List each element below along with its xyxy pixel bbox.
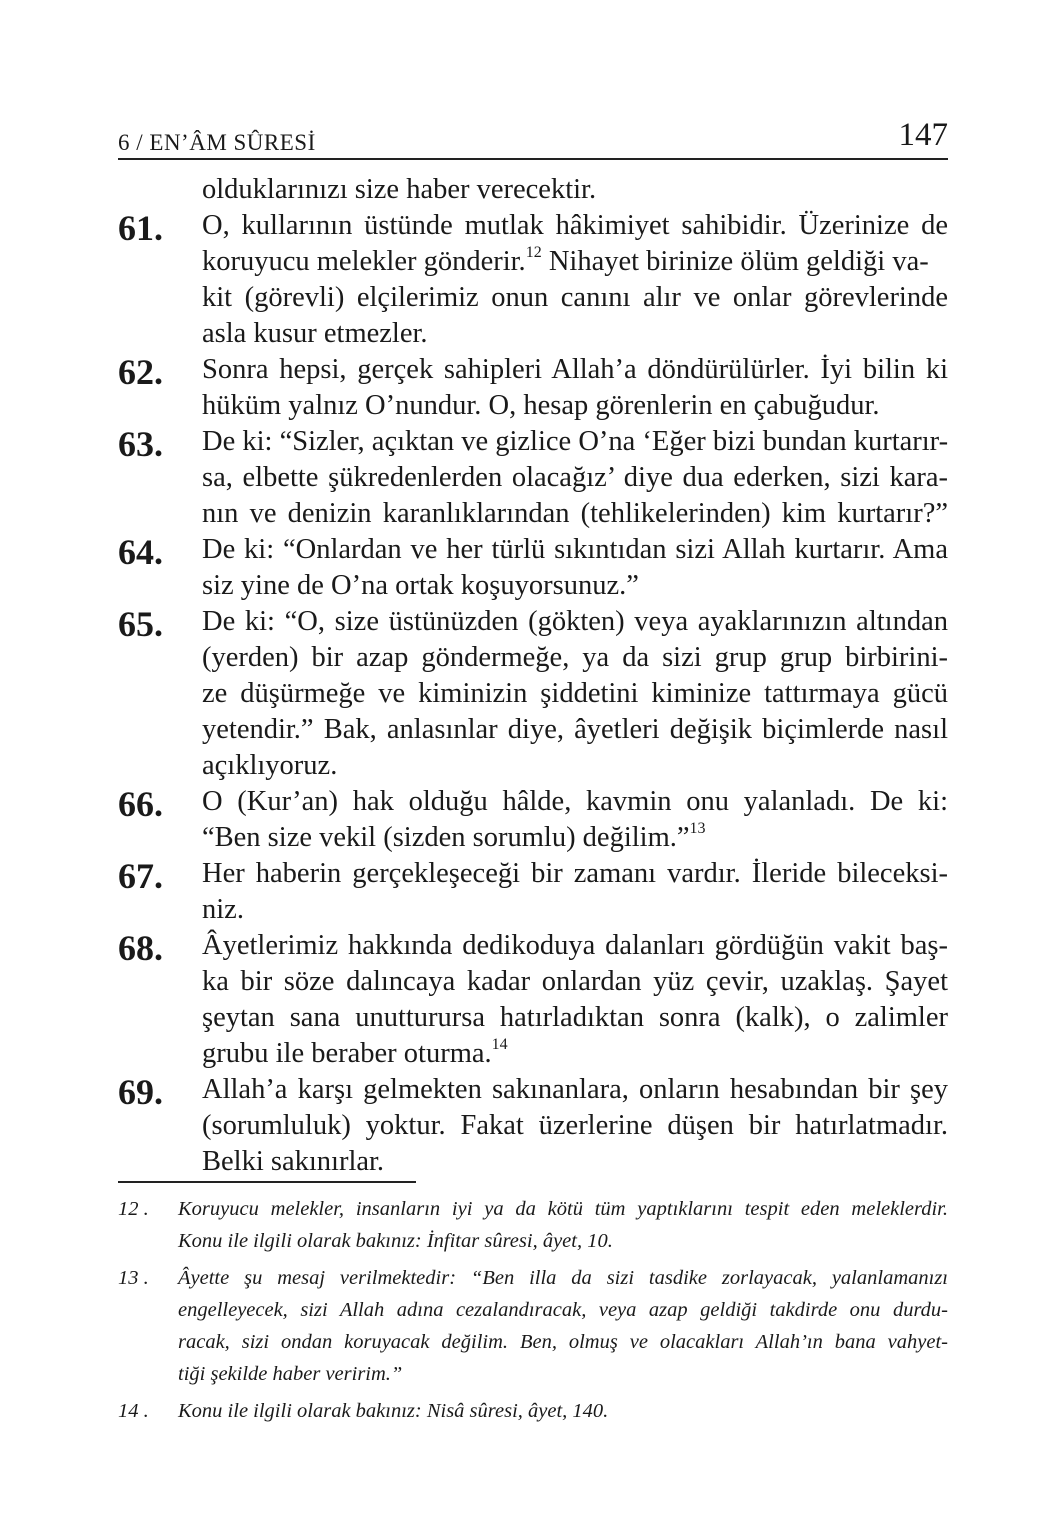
text-line: O (Kur’an) hak olduğu hâlde, kavmin onu yalanladı. De ki: bbox=[202, 786, 948, 817]
footnote-line: Konu ile ilgili olarak bakınız: Nisâ sûresi, âyet, 140. bbox=[178, 1400, 609, 1422]
verse-number: 62. bbox=[118, 352, 163, 392]
verse-68 bbox=[118, 928, 948, 968]
text-line: Âyetlerimiz hakkında dedikoduya dalanları gördüğün vakit baş- bbox=[202, 930, 948, 961]
footnote-ref[interactable]: 13 bbox=[689, 819, 706, 837]
page-header bbox=[118, 108, 948, 160]
text-line: Her haberin gerçekleşeceği bir zamanı vardır. İleride bileceksi- bbox=[202, 858, 948, 889]
text-line: Sonra hepsi, gerçek sahipleri Allah’a döndürülürler. İyi bilin ki bbox=[202, 354, 948, 385]
footnote-separator bbox=[118, 1181, 416, 1183]
text-line: (yerden) bir azap göndermeğe, ya da sizi grup grup birbirini- bbox=[202, 642, 948, 673]
footnote-number: 12 . bbox=[118, 1198, 149, 1220]
verse-66 bbox=[118, 784, 948, 824]
footnote-line: engelleyecek, sizi Allah adına cezalandıracak, veya azap geldiği takdirde onu durdu- bbox=[178, 1299, 948, 1321]
footnote-line: Konu ile ilgili olarak bakınız: İnfitar sûresi, âyet, 10. bbox=[178, 1230, 613, 1252]
verse-61 bbox=[118, 208, 948, 248]
verse-69 bbox=[118, 1072, 948, 1112]
verse-number: 61. bbox=[118, 208, 163, 248]
text-line: asla kusur etmezler. bbox=[202, 318, 428, 349]
text-line: ze düşürmeğe ve kiminizin şiddetini kiminize tattırmaya gücü bbox=[202, 678, 948, 709]
verse-63 bbox=[118, 424, 949, 464]
footnote-number: 14 . bbox=[118, 1400, 149, 1422]
text-line: siz yine de O’na ortak koşuyorsunuz.” bbox=[202, 570, 639, 601]
text-line: O, kullarının üstünde mutlak hâkimiyet sahibidir. Üzerinize de bbox=[202, 210, 948, 241]
page-number: 147 bbox=[898, 117, 948, 153]
text-line: yetendir.” Bak, anlasınlar diye, âyetleri değişik biçimlerde nasıl bbox=[202, 714, 948, 745]
footnote-ref[interactable]: 14 bbox=[491, 1035, 508, 1053]
text-line: nın ve denizin karanlıklarından (tehlikelerinden) kim kurtarır?” bbox=[202, 498, 948, 529]
text-line: kit (görevli) elçilerimiz onun canını alır ve onlar görevlerinde bbox=[202, 282, 948, 313]
footnote-line: racak, sizi ondan koruyacak değilim. Ben, olmuş ve olacakları Allah’ın bana vahyet- bbox=[178, 1331, 948, 1353]
text-line: Belki sakınırlar. bbox=[202, 1146, 385, 1177]
text-line: hüküm yalnız O’nundur. O, hesap görenlerin en çabuğudur. bbox=[202, 390, 880, 421]
text-line: niz. bbox=[202, 894, 244, 925]
text-line: De ki: “O, size üstünüzden (gökten) veya ayaklarınızın altından bbox=[202, 606, 948, 637]
text-line: “Ben size vekil (sizden sorumlu) değilim.”$^{13}$ bbox=[202, 819, 706, 853]
verse-number: 66. bbox=[118, 784, 163, 824]
footnote-13 bbox=[118, 1262, 948, 1294]
verse-number: 68. bbox=[118, 928, 163, 968]
footnote-line: Koruyucu melekler, insanların iyi ya da kötü tüm yaptıklarını tespit eden meleklerdir. bbox=[178, 1198, 948, 1220]
text-line: (sorumluluk) yoktur. Fakat üzerlerine düşen bir hatırlatmadır. bbox=[202, 1110, 948, 1141]
text-line: koruyucu melekler gönderir.$^{12}$ Nihayet birinize ölüm geldiği va- bbox=[202, 243, 929, 277]
verse-65 bbox=[118, 604, 948, 644]
footnote-number: 13 . bbox=[118, 1267, 149, 1289]
text-line: Allah’a karşı gelmekten sakınanlara, onların hesabından bir şey bbox=[202, 1074, 948, 1105]
verse-number: 65. bbox=[118, 604, 163, 644]
text-line: ka bir söze dalıncaya kadar onlardan yüz çevir, uzaklaş. Şayet bbox=[202, 966, 948, 997]
verse-62 bbox=[118, 352, 948, 392]
verse-number: 64. bbox=[118, 532, 163, 572]
footnote-line: tiği şekilde haber veririm.” bbox=[178, 1363, 403, 1385]
text-line: De ki: “Sizler, açıktan ve gizlice O’na ‘Eğer bizi bundan kurtarır- bbox=[202, 426, 949, 457]
text-line: şeytan sana unutturursa hatırladıktan sonra (kalk), o zalimler bbox=[202, 1002, 948, 1033]
text-line: sa, elbette şükredenlerden olacağız’ diye dua ederken, sizi kara- bbox=[202, 462, 948, 493]
running-title: 6 / EN’ÂM SÛRESİ bbox=[118, 130, 316, 155]
verse-number: 67. bbox=[118, 856, 163, 896]
footnote-ref[interactable]: 12 bbox=[525, 243, 542, 261]
verse-number: 69. bbox=[118, 1072, 163, 1112]
text-line: olduklarınızı size haber verecektir. bbox=[202, 174, 597, 205]
verse-67 bbox=[118, 856, 948, 896]
page-body bbox=[118, 172, 948, 1180]
footnote-14 bbox=[118, 1395, 948, 1427]
verse-64 bbox=[118, 532, 948, 572]
text-line: açıklıyoruz. bbox=[202, 750, 338, 781]
footnotes bbox=[118, 1193, 948, 1427]
text-line: grubu ile beraber oturma.$^{14}$ bbox=[202, 1035, 508, 1069]
text-line: De ki: “Onlardan ve her türlü sıkıntıdan sizi Allah kurtarır. Ama bbox=[202, 534, 948, 565]
footnote-line: Âyette şu mesaj verilmektedir: “Ben illa da sizi tasdike zorlayacak, yalanlamanızı bbox=[178, 1267, 948, 1289]
footnote-12 bbox=[118, 1193, 948, 1225]
verse-number: 63. bbox=[118, 424, 163, 464]
